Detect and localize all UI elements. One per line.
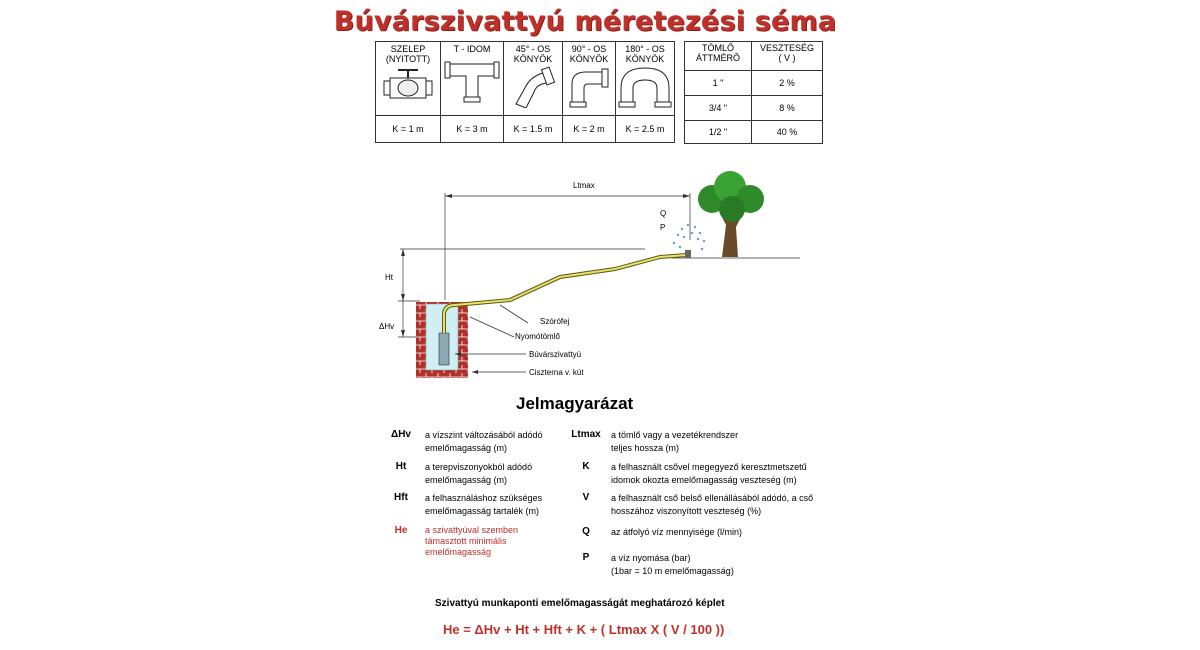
legend-description: az átfolyó víz mennyisége (l/min) bbox=[611, 527, 743, 537]
fitting-label: 45° - OS KÖNYÖK bbox=[513, 44, 553, 64]
submersible-pump-icon bbox=[439, 333, 449, 365]
loss-header-diameter: TÖMLŐ ÁTTMÉRŐ bbox=[685, 42, 752, 71]
well-label: Ciszterna v. kút bbox=[529, 368, 584, 377]
pointer-line bbox=[500, 305, 528, 323]
legend-symbol: Q bbox=[582, 526, 590, 537]
loss-value-cell: 8 % bbox=[752, 96, 823, 121]
sprinkler-head-icon bbox=[685, 250, 691, 258]
pump-label: Búvárszivattyú bbox=[529, 350, 582, 359]
water-spray-icon bbox=[673, 224, 705, 250]
loss-diameter-cell: 3/4 " bbox=[685, 96, 752, 121]
legend-description: a tömlő vagy a vezetékrendszer teljes hossza (m) bbox=[611, 430, 739, 453]
loss-header-loss: VESZTESÉG ( V ) bbox=[752, 42, 823, 71]
tree-icon bbox=[698, 171, 764, 257]
fitting-label: 90° - OS KÖNYÖK bbox=[569, 44, 609, 64]
legend-description: a terepviszonyokból adódó emelőmagasság (m) bbox=[425, 462, 533, 485]
sprinkler-label: Szórófej bbox=[540, 317, 570, 326]
fitting-k-value: K = 1.5 m bbox=[504, 116, 563, 143]
elbow-45-icon bbox=[506, 64, 560, 108]
legend-symbol: K bbox=[582, 461, 590, 472]
fitting-k-value: K = 2.5 m bbox=[616, 116, 675, 143]
hose-loss-table bbox=[684, 41, 823, 144]
elbow-180-icon bbox=[617, 64, 673, 108]
legend-symbol: V bbox=[582, 492, 590, 503]
hose-label: Nyomótömlő bbox=[515, 332, 560, 341]
fitting-cell-tee bbox=[441, 42, 504, 116]
arrow-head bbox=[401, 294, 405, 301]
elbow-90-icon bbox=[564, 64, 614, 108]
ltmax-label: Ltmax bbox=[573, 181, 595, 190]
arrow-head bbox=[472, 370, 478, 374]
dhv-label: ΔHv bbox=[379, 322, 395, 331]
legend-description: a felhasznált csővel megegyező keresztmetszetű idomok okozta emelőmagasság veszteség (m) bbox=[611, 462, 807, 485]
legend-symbol: P bbox=[582, 552, 590, 563]
ht-label: Ht bbox=[385, 273, 393, 282]
legend-description: a szivattyúval szemben támasztott minimális emelőmagasság bbox=[425, 525, 519, 557]
legend-description: a víz nyomása (bar) (1bar = 10 m emelőmagasság) bbox=[611, 553, 734, 576]
legend-symbol: ΔHv bbox=[391, 429, 411, 440]
fitting-k-value: K = 1 m bbox=[376, 116, 441, 143]
arrow-head bbox=[445, 194, 452, 198]
fitting-cell-elbow90 bbox=[563, 42, 616, 116]
fitting-cell-elbow45 bbox=[504, 42, 563, 116]
arrow-head bbox=[683, 194, 690, 198]
fitting-cell-valve bbox=[376, 42, 441, 116]
arrow-head bbox=[401, 330, 405, 337]
legend-description: a felhasznált cső belső ellenállásából adódó, a cső hosszához viszonyított veszteség (%) bbox=[611, 493, 814, 516]
valve-icon bbox=[378, 64, 438, 108]
loss-diameter-cell: 1 " bbox=[685, 71, 752, 96]
fitting-label: 180° - OS KÖNYÖK bbox=[625, 44, 665, 64]
legend-symbol: Hft bbox=[394, 492, 408, 503]
pointer-line bbox=[470, 317, 514, 337]
legend-description: a vízszint változásából adódó emelőmagasság (m) bbox=[425, 430, 543, 453]
legend-symbol: Ltmax bbox=[571, 429, 601, 440]
fitting-k-value: K = 3 m bbox=[441, 116, 504, 143]
q-label: Q bbox=[660, 209, 667, 218]
p-label: P bbox=[660, 223, 666, 232]
legend-symbol: Ht bbox=[395, 461, 407, 472]
fitting-label: SZELEP (NYITOTT) bbox=[385, 44, 431, 64]
tee-fitting-icon bbox=[443, 54, 501, 108]
fitting-k-value: K = 2 m bbox=[563, 116, 616, 143]
pump-system-diagram bbox=[360, 165, 820, 385]
formula-caption: Szivattyú munkaponti emelőmagasságát meghatározó képlet bbox=[435, 598, 725, 609]
loss-value-cell: 2 % bbox=[752, 71, 823, 96]
formula: He = ΔHv + Ht + Hft + K + ( Ltmax X ( V / 100 )) bbox=[443, 622, 725, 637]
loss-value-cell: 40 % bbox=[752, 121, 823, 144]
legend-description: a felhasználáshoz szükséges emelőmagasság tartalék (m) bbox=[425, 493, 543, 516]
loss-diameter-cell: 1/2 " bbox=[685, 121, 752, 144]
legend-symbol: He bbox=[394, 525, 408, 536]
fittings-table bbox=[375, 41, 675, 143]
fitting-cell-elbow180 bbox=[616, 42, 675, 116]
page-title: Búvárszivattyú méretezési séma bbox=[333, 6, 837, 37]
legend-title: Jelmagyarázat bbox=[516, 394, 634, 413]
fitting-label: T - IDOM bbox=[453, 44, 491, 54]
arrow-head bbox=[401, 249, 405, 256]
